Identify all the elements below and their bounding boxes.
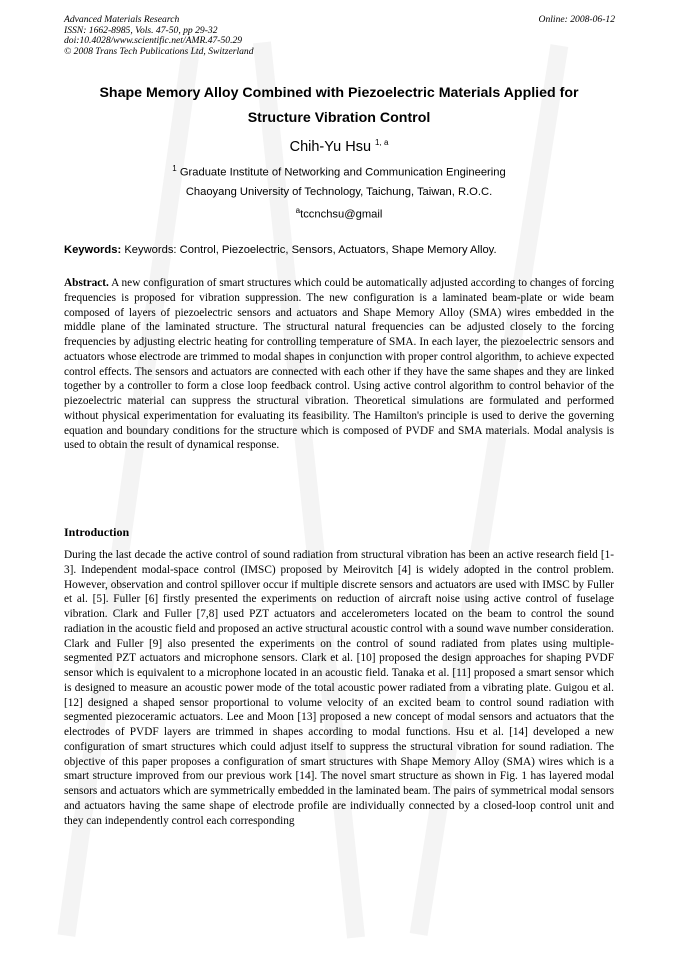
email-sup: a [295, 206, 301, 215]
keywords-label: Keywords: [64, 244, 122, 256]
journal-name: Advanced Materials Research [64, 14, 180, 25]
issn-line: ISSN: 1662-8985, Vols. 47-50, pp 29-32 [64, 24, 218, 36]
abstract-label: Abstract. [64, 277, 109, 289]
paper-title [40, 81, 638, 131]
introduction-text: During the last decade the active control of sound radiation from structural vibration has been an active research field [1-3]. Independent modal-space control (IMSC) proposed by Meirovitch [4] is widely adopted in the control problem. However, observation and control spillover occur if multiple discrete sensors and actuators are used with IMSC by Fuller et al. [5]. Fuller [6] firstly presented the experiments on reduction of aircraft noise using active control of fuselage vibration. Clark and Fuller [7,8] used PZT actuators and accelerometers located on the beam to control the sound radiation in the acoustic field and proposed an active structural acoustic control with a sound wave number consideration. Clark and Fuller [9] also presented the experiments on the control of sound radiated from plates using multiple-segmented PZT actuators and microphone sensors. Clark et al. [10] proposed the design approaches for shaping PVDF sensor which is equivalent to a microphone located in an acoustic field. Tanaka et al. [11] proposed a smart sensor which is designed to measure an acoustic power mode of the total acoustic power radiated from a vibrating plate. Guigou et al. [12] designed a shaped sensor proportional to volume velocity of an excited beam to control sound radiation with segmented piezoceramic actuators. Lee and Moon [13] proposed a new concept of modal sensors and actuators that the electrodes of PVDF layers are trimmed in shapes according to modal functions. Hsu et al. [14] developed a new configuration of smart structures which could adjust itself to suppress the structural vibration for sound radiation. The objective of this paper proposes a configuration of smart structures with Shape Memory Alloy (SMA) wires which is a smart structure improved from our previous work [14]. The novel smart structure as shown in Fig. 1 has layered modal sensors and actuators which are symmetrically embedded in the laminated beam. The pairs of symmetrical modal sensors and actuators having the same shape of electrode profile are individually connected by a closed-loop control unit and they can independently control each corresponding [64, 549, 614, 827]
abstract-text: A new configuration of smart structures which could be automatically adjusted according to changes of forcing frequencies is proposed for vibration suppression. The new configuration is a laminated beam-plate or wide beam composed of layers of piezoelectric sensors and actuators and Shape Memory Alloy (SMA) wires embedded in the middle plane of the laminated structure. The structural natural frequencies can be adjusted closely to the forcing frequencies by adjusting electric heating for controlling temperature of SMA. In each layer, the piezoelectric sensors and actuators whose electrode are trimmed to modal shapes in conjunction with proper control algorithm, to achieve expected control effects. The sensors and actuators are connected with each other if they have the same shapes and they are linked together by a controller to form a close loop feedback control. Using active control algorithm to control behavior of the piezoelectric material can suppress the structural vibration. Theoretical simulations are formulated and performed without physical experimentation for evaluating its feasibility. The Hamilton's principle is used to derive the governing equation and boundary conditions for the structure which is composed of PVDF and SMA materials. Modal analysis is used to obtain the result of dynamical response. [64, 277, 614, 452]
author [0, 138, 678, 155]
copyright-line: © 2008 Trans Tech Publications Ltd, Switzerland [64, 45, 254, 57]
introduction-heading: Introduction [64, 525, 130, 539]
author-name: Chih-Yu Hsu [289, 138, 372, 155]
online-date: Online: 2008-06-12 [538, 14, 615, 25]
affiliation-line-1 [0, 164, 678, 179]
affiliation-sup: 1 [172, 164, 177, 173]
affiliation-text-1: Graduate Institute of Networking and Communication Engineering [179, 166, 506, 179]
abstract [64, 276, 614, 453]
title-line-2: Structure Vibration Control [247, 110, 431, 126]
doi-line: doi:10.4028/www.scientific.net/AMR.47-50.29 [64, 35, 243, 47]
keywords [64, 244, 497, 256]
email-text: tccnchsu@gmail [300, 208, 383, 221]
journal-header [64, 15, 254, 57]
keywords-text: Keywords: Control, Piezoelectric, Sensors, Actuators, Shape Memory Alloy. [124, 244, 497, 256]
affiliation-email [0, 206, 678, 221]
title-line-1: Shape Memory Alloy Combined with Piezoelectric Materials Applied for [99, 85, 579, 101]
author-sup: 1, a [375, 138, 389, 147]
affiliation-line-2: Chaoyang University of Technology, Taichung, Taiwan, R.O.C. [185, 186, 493, 198]
